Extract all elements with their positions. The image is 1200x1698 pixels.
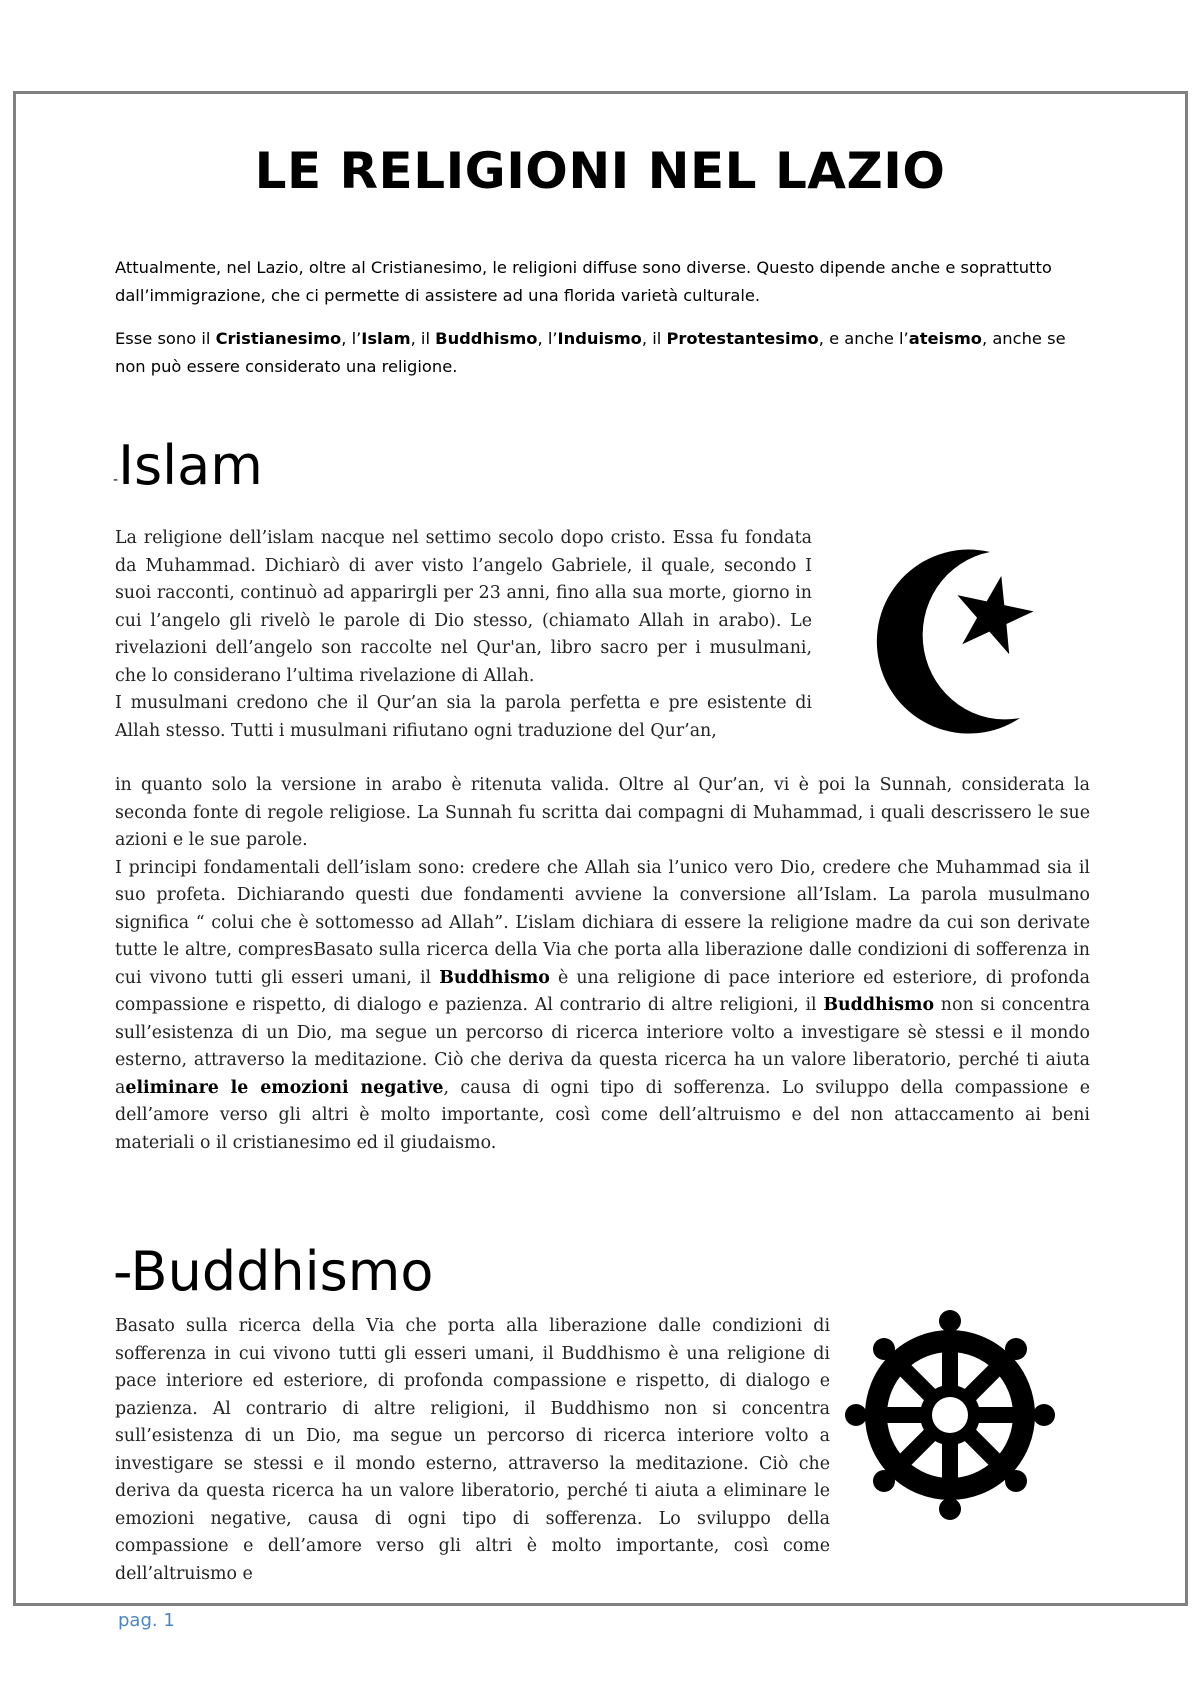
dharma-wheel-icon (845, 1310, 1055, 1520)
intro-paragraph-2: Esse sono il Cristianesimo, l’Islam, il Buddhismo, l’Induismo, il Protestantesimo, e anche l’ateismo, anche se non può essere considerato una religione. (115, 329, 1066, 376)
crescent-star-icon (860, 540, 1050, 740)
islam-paragraph-1: La religione dell’islam nacque nel settimo secolo dopo cristo. Essa fu fondata da Muhammad. Dichiarò di aver visto l’angelo Gabriele, il quale, secondo I suoi racconti, continuò ad apparirgli per 23 anni, fino alla sua morte, giorno in cui l’angelo gli rivelò le parole di Dio stesso, (chiamato Allah in arabo). Le rivelazioni dell’angelo son raccolte nel Qur'an, libro sacro per i musulmani, che lo considerano l’ultima rivelazione di Allah. (115, 528, 812, 686)
islam-paragraph-4: I principi fondamentali dell’islam sono: credere che Allah sia l’unico vero Dio, credere che Muhammad sia il suo profeta. Dichiarando questi due fondamenti avviene la conversione all’Islam. La parola musulmano significa “ colui che è sottomesso ad Allah”. L’islam dichiara di essere la religione madre da cui son derivate tutte le altre, compresBasato sulla ricerca della Via che porta alla liberazione dalle condizioni di sofferenza in cui vivono tutti gli esseri umani, il Buddhismo è una religione di pace interiore ed esteriore, di profonda compassione e rispetto, di dialogo e pazienza. Al contrario di altre religioni, il Buddhismo non si concentra sull’esistenza di un Dio, ma segue un percorso di ricerca interiore volto a investigare sè stessi e il mondo esterno, attraverso la meditazione. Ciò che deriva da questa ricerca ha un valore liberatorio, perché ti aiuta aeliminare le emozioni negative, causa di ogni tipo di sofferenza. Lo sviluppo della compassione e dell’amore verso gli altri è molto importante, così come dell’altruismo e del non attaccamento ai beni materiali o il cristianesimo ed il giudaismo. (115, 857, 1090, 1153)
buddhismo-text (115, 1313, 830, 1588)
islam-paragraph-2: I musulmani credono che il Qur’an sia la parola perfetta e pre esistente di Allah stesso. Tutti i musulmani rifiutano ogni traduzione del Qur’an, (115, 693, 812, 741)
document-title: LE RELIGIONI NEL LAZIO (254, 142, 946, 200)
intro-paragraph-1: Attualmente, nel Lazio, oltre al Cristianesimo, le religioni diffuse sono diverse. Questo dipende anche e soprattutto dall’immigrazione, che ci permette di assistere ad una florida varietà culturale. (115, 258, 1052, 305)
islam-paragraph-3: in quanto solo la versione in arabo è ritenuta valida. Oltre al Qur’an, vi è poi la Sunnah, considerata la seconda fonte di regole religiose. La Sunnah fu scritta dai compagni di Muhammad, i quali descrissero le sue azioni e le sue parole. (115, 775, 1090, 850)
section-heading-islam: -Islam (113, 434, 263, 497)
islam-text-narrow (115, 525, 812, 745)
page-number: pag. 1 (118, 1610, 175, 1631)
section-heading-buddhismo: -Buddhismo (113, 1240, 434, 1303)
islam-text-wide (115, 772, 1090, 1157)
buddhismo-paragraph-1: Basato sulla ricerca della Via che porta alla liberazione dalle condizioni di sofferenza in cui vivono tutti gli esseri umani, il Buddhismo è una religione di pace interiore ed esteriore, di profonda compassione e rispetto, di dialogo e pazienza. Al contrario di altre religioni, il Buddhismo non si concentra sull’esistenza di un Dio, ma segue un percorso di ricerca interiore volto a investigare se stessi e il mondo esterno, attraverso la meditazione. Ciò che deriva da questa ricerca ha un valore liberatorio, perché ti aiuta a eliminare le emozioni negative, causa di ogni tipo di sofferenza. Lo sviluppo della compassione e dell’amore verso gli altri è molto importante, così come dell’altruismo e (115, 1316, 830, 1584)
